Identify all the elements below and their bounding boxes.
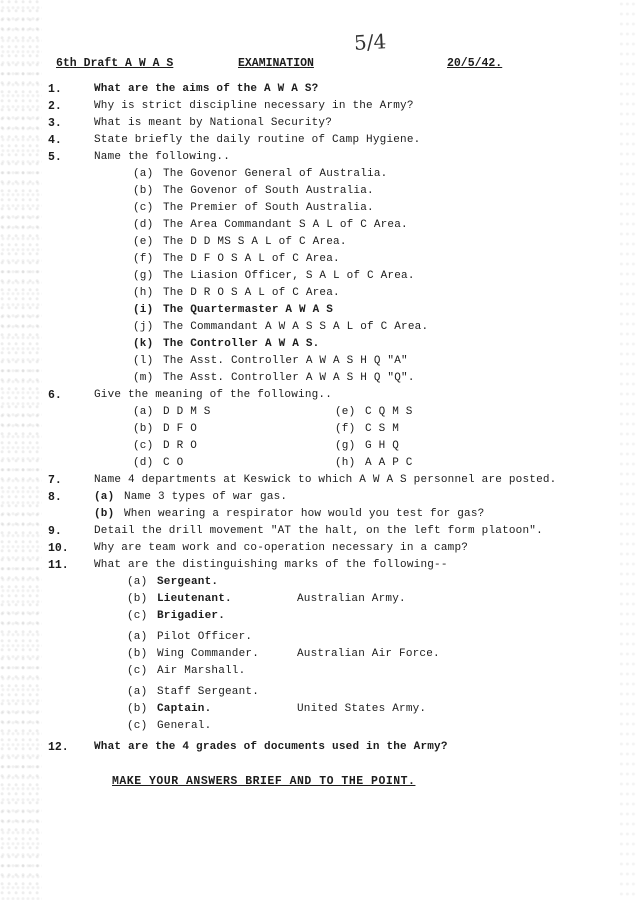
item-text: Captain. (157, 703, 212, 715)
list-item (133, 168, 387, 180)
list-item (127, 576, 218, 588)
item-text: The Liasion Officer, S A L of C Area. (163, 270, 415, 282)
question-10: Why are team work and co-operation necessary in a camp? (94, 542, 469, 554)
item-letter: (c) (127, 610, 148, 622)
list-item (133, 185, 374, 197)
question-3: What is meant by National Security? (94, 117, 333, 129)
page-number: 5/4 (353, 29, 387, 55)
item-letter: (a) (133, 168, 154, 180)
question-6: Give the meaning of the following.. (94, 389, 333, 401)
list-item (335, 406, 413, 418)
item-letter: (e) (335, 406, 356, 418)
list-item (133, 202, 374, 214)
item-letter: (a) (127, 576, 148, 588)
list-item (133, 338, 319, 350)
item-letter: (a) (94, 491, 115, 503)
item-text: Sergeant. (157, 576, 219, 588)
item-text: The Govenor of South Australia. (163, 185, 374, 197)
list-item (133, 219, 408, 231)
item-letter: (m) (133, 372, 154, 384)
item-letter: (b) (127, 703, 148, 715)
item-text: D F O (163, 423, 198, 435)
instruction-footer: MAKE YOUR ANSWERS BRIEF AND TO THE POINT. (112, 775, 416, 788)
item-text: Wing Commander. (157, 648, 260, 660)
group-label: Australian Air Force. (297, 648, 440, 660)
question-4: State briefly the daily routine of Camp Hygiene. (94, 134, 421, 146)
question-number: 10. (48, 542, 69, 555)
item-letter: (h) (133, 287, 154, 299)
list-item (133, 287, 340, 299)
item-text: The D F O S A L of C Area. (163, 253, 340, 265)
list-item (127, 610, 225, 622)
item-text: D D M S (163, 406, 211, 418)
list-item (127, 648, 259, 660)
question-9: Detail the drill movement "AT the halt, on the left form platoon". (94, 525, 543, 537)
list-item (133, 304, 333, 316)
list-item (127, 631, 252, 643)
item-text: The Controller A W A S. (163, 338, 320, 350)
scan-noise-right (619, 0, 637, 900)
list-item (335, 457, 413, 469)
list-item (335, 440, 399, 452)
list-item (127, 665, 245, 677)
item-letter: (b) (127, 593, 148, 605)
list-item (133, 270, 415, 282)
header-draft: 6th Draft A W A S (56, 57, 174, 70)
item-text: Air Marshall. (157, 665, 246, 677)
item-text: Name 3 types of war gas. (124, 491, 288, 503)
item-letter: (f) (335, 423, 356, 435)
list-item (133, 440, 197, 452)
item-text: The Asst. Controller A W A S H Q "A" (163, 355, 408, 367)
item-letter: (h) (335, 457, 356, 469)
item-text: The Commandant A W A S S A L of C Area. (163, 321, 429, 333)
item-text: The Area Commandant S A L of C Area. (163, 219, 408, 231)
list-item (133, 372, 415, 384)
item-text: The Quartermaster A W A S (163, 304, 334, 316)
item-text: The D D MS S A L of C Area. (163, 236, 347, 248)
item-text: The Premier of South Australia. (163, 202, 374, 214)
question-2: Why is strict discipline necessary in the Army? (94, 100, 414, 112)
item-text: The Asst. Controller A W A S H Q "Q". (163, 372, 415, 384)
question-7: Name 4 departments at Keswick to which A W A S personnel are posted. (94, 474, 557, 486)
item-letter: (a) (127, 686, 148, 698)
group-label: Australian Army. (297, 593, 406, 605)
list-item (133, 457, 183, 469)
question-number: 5. (48, 151, 62, 164)
header-date: 20/5/42. (447, 57, 503, 70)
list-item (133, 423, 197, 435)
list-item (133, 321, 428, 333)
list-item (133, 355, 408, 367)
item-text: G H Q (365, 440, 400, 452)
list-item (94, 508, 484, 520)
scan-noise-left (0, 0, 42, 900)
item-letter: (d) (133, 219, 154, 231)
item-text: C O (163, 457, 184, 469)
item-text: C S M (365, 423, 400, 435)
item-letter: (d) (133, 457, 154, 469)
list-item (94, 491, 287, 503)
item-letter: (c) (133, 202, 154, 214)
item-letter: (a) (127, 631, 148, 643)
item-text: Pilot Officer. (157, 631, 253, 643)
question-number: 6. (48, 389, 62, 402)
item-letter: (c) (127, 665, 148, 677)
item-text: C Q M S (365, 406, 413, 418)
item-letter: (j) (133, 321, 154, 333)
list-item (127, 686, 259, 698)
item-letter: (c) (133, 440, 154, 452)
item-letter: (g) (335, 440, 356, 452)
question-number: 11. (48, 559, 69, 572)
item-text: Staff Sergeant. (157, 686, 260, 698)
item-text: The Govenor General of Australia. (163, 168, 388, 180)
question-number: 9. (48, 525, 62, 538)
item-letter: (i) (133, 304, 154, 316)
question-11: What are the distinguishing marks of the following-- (94, 559, 448, 571)
item-text: When wearing a respirator how would you test for gas? (124, 508, 485, 520)
item-letter: (b) (127, 648, 148, 660)
item-letter: (c) (127, 720, 148, 732)
item-text: A A P C (365, 457, 413, 469)
question-number: 4. (48, 134, 62, 147)
item-letter: (b) (133, 185, 154, 197)
question-number: 1. (48, 83, 62, 96)
list-item (133, 406, 211, 418)
item-letter: (b) (133, 423, 154, 435)
list-item (133, 236, 347, 248)
item-letter: (f) (133, 253, 154, 265)
item-text: Lieutenant. (157, 593, 232, 605)
item-letter: (b) (94, 508, 115, 520)
list-item (133, 253, 340, 265)
group-label: United States Army. (297, 703, 427, 715)
item-text: Brigadier. (157, 610, 226, 622)
question-number: 7. (48, 474, 62, 487)
item-letter: (k) (133, 338, 154, 350)
item-text: D R O (163, 440, 198, 452)
question-1: What are the aims of the A W A S? (94, 83, 319, 95)
question-number: 12. (48, 741, 69, 754)
list-item (127, 720, 211, 732)
item-text: The D R O S A L of C Area. (163, 287, 340, 299)
question-number: 2. (48, 100, 62, 113)
question-number: 3. (48, 117, 62, 130)
question-number: 8. (48, 491, 62, 504)
item-letter: (l) (133, 355, 154, 367)
list-item (127, 593, 232, 605)
header-title: EXAMINATION (238, 57, 314, 70)
question-5: Name the following.. (94, 151, 231, 163)
item-letter: (e) (133, 236, 154, 248)
item-letter: (a) (133, 406, 154, 418)
question-12: What are the 4 grades of documents used in the Army? (94, 741, 448, 753)
list-item (127, 703, 211, 715)
item-text: General. (157, 720, 212, 732)
item-letter: (g) (133, 270, 154, 282)
list-item (335, 423, 399, 435)
